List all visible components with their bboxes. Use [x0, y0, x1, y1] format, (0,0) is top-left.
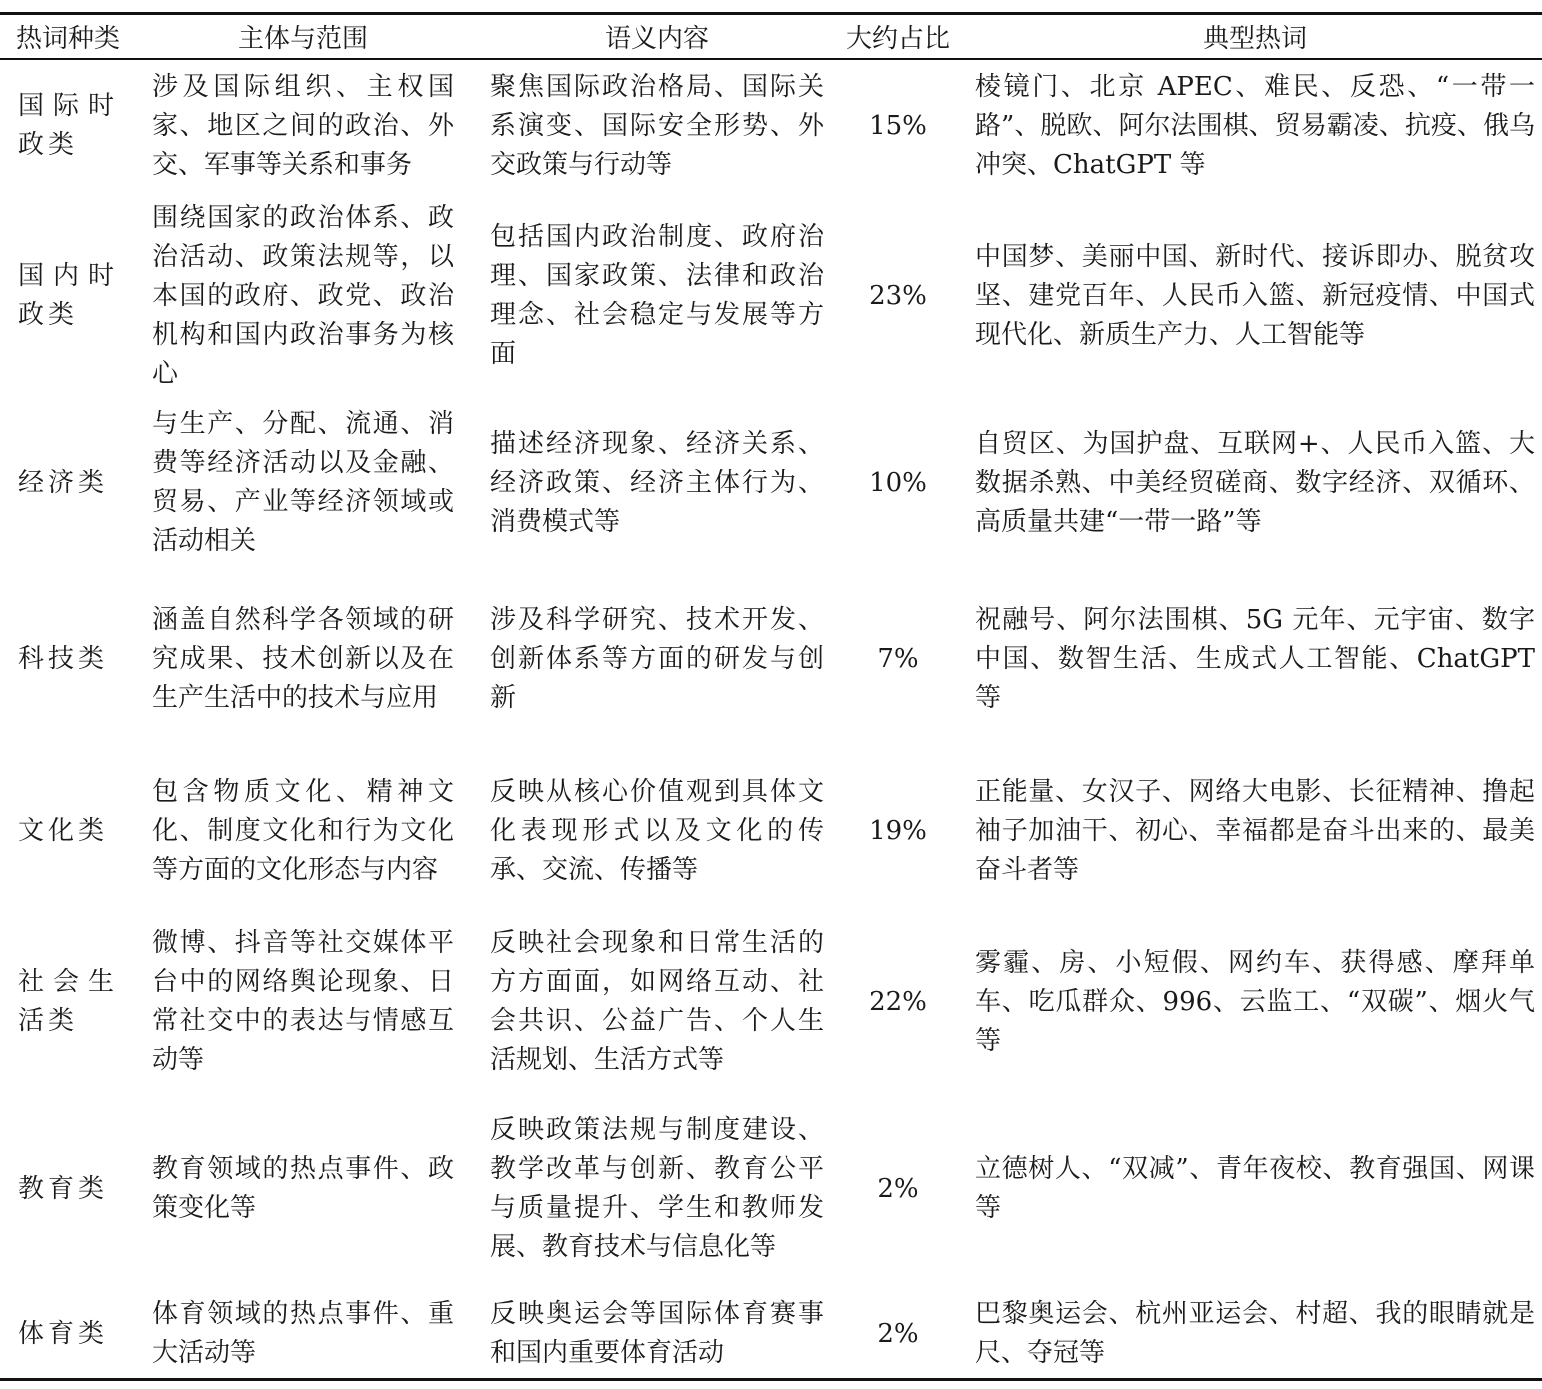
row-category: [18, 752, 118, 910]
row-semantics-text: 反映从核心价值观到具体文化表现形式以及文化的传承、交流、传播等: [490, 776, 824, 885]
row-semantics-text: 反映社会现象和日常生活的方方面面，如网络互动、社会共识、公益广告、个人生活规划、生活方式等: [490, 928, 824, 1075]
row-category-text: 科技类: [18, 643, 109, 674]
row-share: [848, 922, 948, 1082]
row-scope: [152, 752, 454, 910]
row-scope: [152, 1294, 454, 1374]
row-category-text: 经济类: [18, 467, 109, 498]
row-category-text: 国际时政类: [18, 91, 118, 160]
header-category: 热词种类: [16, 24, 121, 54]
row-scope: [152, 580, 454, 738]
row-share: [848, 752, 948, 910]
row-hotwords-text: 正能量、女汉子、网络大电影、长征精神、撸起袖子加油干、初心、幸福都是奋斗出来的、最美奋斗者等: [975, 776, 1535, 885]
row-scope-text: 涉及国际组织、主权国家、地区之间的政治、外交、军事等关系和事务: [152, 71, 454, 180]
row-semantics-text: 包括国内政治制度、政府治理、国家政策、法律和政治理念、社会稳定与发展等方面: [490, 222, 824, 369]
row-scope-text: 教育领域的热点事件、政策变化等: [152, 1154, 454, 1223]
row-hotwords-text: 自贸区、为国护盘、互联网+、人民币入篮、大数据杀熟、中美经贸磋商、数字经济、双循环、高质量共建“一带一路”等: [975, 428, 1535, 537]
row-scope-text: 与生产、分配、流通、消费等经济活动以及金融、贸易、产业等经济领域或活动相关: [152, 409, 454, 556]
row-category: [18, 922, 118, 1082]
row-share-text: 15%: [869, 110, 927, 141]
row-hotwords-text: 雾霾、房、小短假、网约车、获得感、摩拜单车、吃瓜群众、996、云监工、“双碳”、烟火气等: [975, 947, 1535, 1056]
row-share: [848, 190, 948, 402]
row-semantics: [490, 62, 824, 190]
row-scope: [152, 1090, 454, 1288]
row-share: [848, 1294, 948, 1374]
header-words: 典型热词: [1202, 24, 1307, 54]
row-hotwords-text: 祝融号、阿尔法围棋、5G 元年、元宇宙、数字中国、数智生活、生成式人工智能、ChatGPT 等: [975, 604, 1535, 713]
row-semantics-text: 描述经济现象、经济关系、经济政策、经济主体行为、消费模式等: [490, 428, 824, 537]
row-share-text: 2%: [877, 1173, 919, 1204]
row-share-text: 22%: [869, 986, 927, 1017]
row-hotwords: [975, 580, 1535, 738]
row-scope-text: 包含物质文化、精神文化、制度文化和行为文化等方面的文化形态与内容: [152, 776, 454, 885]
row-semantics: [490, 190, 824, 402]
row-semantics: [490, 1090, 824, 1288]
row-category-text: 社会生活类: [18, 967, 118, 1036]
row-hotwords: [975, 190, 1535, 402]
row-scope: [152, 922, 454, 1082]
row-semantics: [490, 1294, 824, 1374]
row-category: [18, 190, 118, 402]
row-share-text: 10%: [869, 467, 927, 498]
row-share: [848, 404, 948, 562]
row-semantics-text: 反映政策法规与制度建设、教学改革与创新、教育公平与质量提升、学生和教师发展、教育技术与信息化等: [490, 1115, 824, 1262]
row-semantics: [490, 404, 824, 562]
row-share-text: 2%: [877, 1318, 919, 1349]
row-category-text: 国内时政类: [18, 261, 118, 330]
row-share: [848, 1090, 948, 1288]
row-hotwords: [975, 1294, 1535, 1374]
row-semantics: [490, 580, 824, 738]
row-semantics: [490, 922, 824, 1082]
row-share-text: 23%: [869, 280, 927, 311]
row-hotwords: [975, 1090, 1535, 1288]
row-scope-text: 体育领域的热点事件、重大活动等: [152, 1299, 454, 1368]
row-share-text: 19%: [869, 815, 927, 846]
row-semantics-text: 聚焦国际政治格局、国际关系演变、国际安全形势、外交政策与行动等: [490, 71, 824, 180]
row-semantics-text: 涉及科学研究、技术开发、创新体系等方面的研发与创新: [490, 604, 824, 713]
row-share: [848, 580, 948, 738]
row-hotwords-text: 棱镜门、北京 APEC、难民、反恐、“一带一路”、脱欧、阿尔法围棋、贸易霸凌、抗疫、俄乌冲突、ChatGPT 等: [975, 71, 1535, 180]
row-category: [18, 580, 118, 738]
row-scope: [152, 190, 454, 402]
row-hotwords: [975, 404, 1535, 562]
row-category: [18, 1090, 118, 1288]
row-category: [18, 404, 118, 562]
row-scope-text: 涵盖自然科学各领域的研究成果、技术创新以及在生产生活中的技术与应用: [152, 604, 454, 713]
row-category-text: 文化类: [18, 815, 109, 846]
row-scope: [152, 62, 454, 190]
row-hotwords-text: 巴黎奥运会、杭州亚运会、村超、我的眼睛就是尺、夺冠等: [975, 1299, 1535, 1368]
header-scope: 主体与范围: [237, 24, 368, 54]
row-scope: [152, 404, 454, 562]
row-category-text: 教育类: [18, 1173, 109, 1204]
row-share-text: 7%: [877, 643, 919, 674]
row-category-text: 体育类: [18, 1318, 109, 1349]
table-header-rule: [0, 58, 1542, 60]
row-category: [18, 1294, 118, 1374]
row-hotwords-text: 中国梦、美丽中国、新时代、接诉即办、脱贫攻坚、建党百年、人民币入篮、新冠疫情、中国式现代化、新质生产力、人工智能等: [975, 241, 1535, 350]
row-hotwords: [975, 922, 1535, 1082]
row-hotwords: [975, 752, 1535, 910]
row-semantics-text: 反映奥运会等国际体育赛事和国内重要体育活动: [490, 1299, 824, 1368]
row-scope-text: 微博、抖音等社交媒体平台中的网络舆论现象、日常社交中的表达与情感互动等: [152, 928, 454, 1075]
row-hotwords: [975, 62, 1535, 190]
header-share: 大约占比: [846, 24, 951, 54]
row-semantics: [490, 752, 824, 910]
row-hotwords-text: 立德树人、“双减”、青年夜校、教育强国、网课等: [975, 1154, 1535, 1223]
table-bottom-rule: [0, 1378, 1542, 1381]
row-share: [848, 62, 948, 190]
header-semantics: 语义内容: [604, 24, 709, 54]
row-scope-text: 围绕国家的政治体系、政治活动、政策法规等，以本国的政府、政党、政治机构和国内政治事务为核心: [152, 202, 454, 389]
row-category: [18, 62, 118, 190]
